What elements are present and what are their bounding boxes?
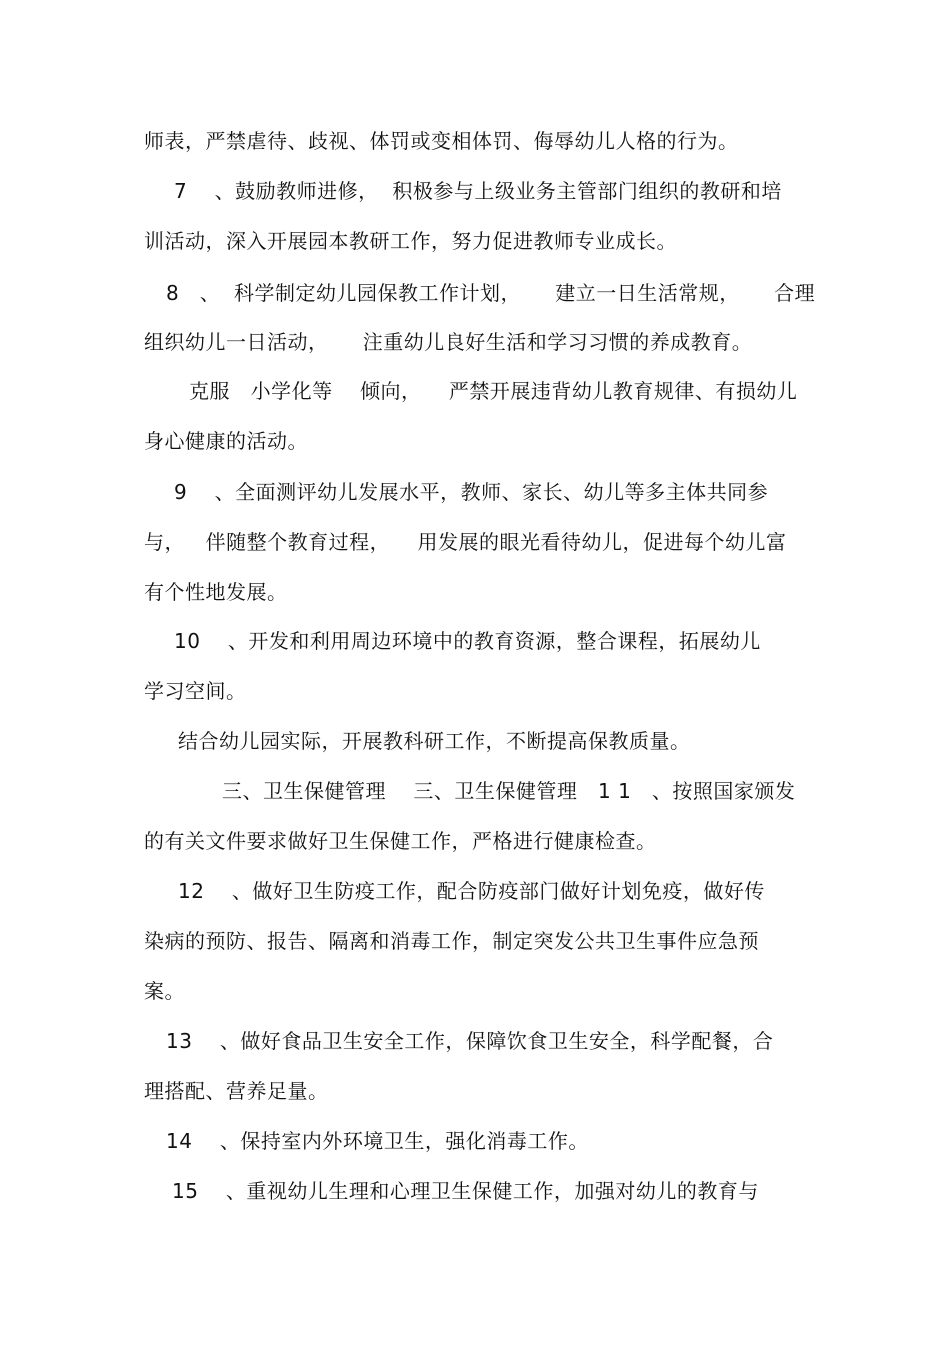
text-line: 13 、做好食品卫生安全工作，保障饮食卫生安全，科学配餐，合 [166, 1029, 774, 1053]
text-line: 训活动，深入开展园本教研工作，努力促进教师专业成长。 [144, 229, 677, 253]
text-line: 理搭配、营养足量。 [144, 1079, 329, 1103]
text-line: 7 、鼓励教师进修， 积极参与上级业务主管部门组织的教研和培 [174, 179, 782, 203]
text-line: 身心健康的活动。 [144, 429, 308, 453]
text-line: 8 、 科学制定幼儿园保教工作计划， 建立一日生活常规， 合理 [166, 281, 816, 305]
text-line: 染病的预防、报告、隔离和消毒工作，制定突发公共卫生事件应急预 [144, 929, 759, 953]
text-line: 结合幼儿园实际，开展教科研工作，不断提高保教质量。 [178, 729, 691, 753]
text-line: 15 、重视幼儿生理和心理卫生保健工作，加强对幼儿的教育与 [172, 1179, 759, 1203]
text-line: 克服 小学化等 倾向， 严禁开展违背幼儿教育规律、有损幼儿 [189, 379, 798, 403]
text-line: 10 、开发和利用周边环境中的教育资源，整合课程，拓展幼儿 [174, 629, 761, 653]
text-line: 的有关文件要求做好卫生保健工作，严格进行健康检查。 [144, 829, 657, 853]
text-line: 9 、全面测评幼儿发展水平，教师、家长、幼儿等多主体共同参 [174, 480, 769, 504]
text-line: 师表，严禁虐待、歧视、体罚或变相体罚、侮辱幼儿人格的行为。 [144, 129, 739, 153]
text-line: 有个性地发展。 [144, 580, 288, 604]
text-line: 组织幼儿一日活动， 注重幼儿良好生活和学习习惯的养成教育。 [144, 330, 753, 354]
text-line: 与， 伴随整个教育过程， 用发展的眼光看待幼儿，促进每个幼儿富 [144, 530, 787, 554]
text-line: 14 、保持室内外环境卫生，强化消毒工作。 [166, 1129, 589, 1153]
text-line: 三、卫生保健管理 三、卫生保健管理 1 1 、按照国家颁发 [222, 779, 796, 803]
text-line: 12 、做好卫生防疫工作，配合防疫部门做好计划免疫，做好传 [178, 879, 765, 903]
text-line: 学习空间。 [144, 679, 247, 703]
text-line: 案。 [144, 979, 185, 1003]
